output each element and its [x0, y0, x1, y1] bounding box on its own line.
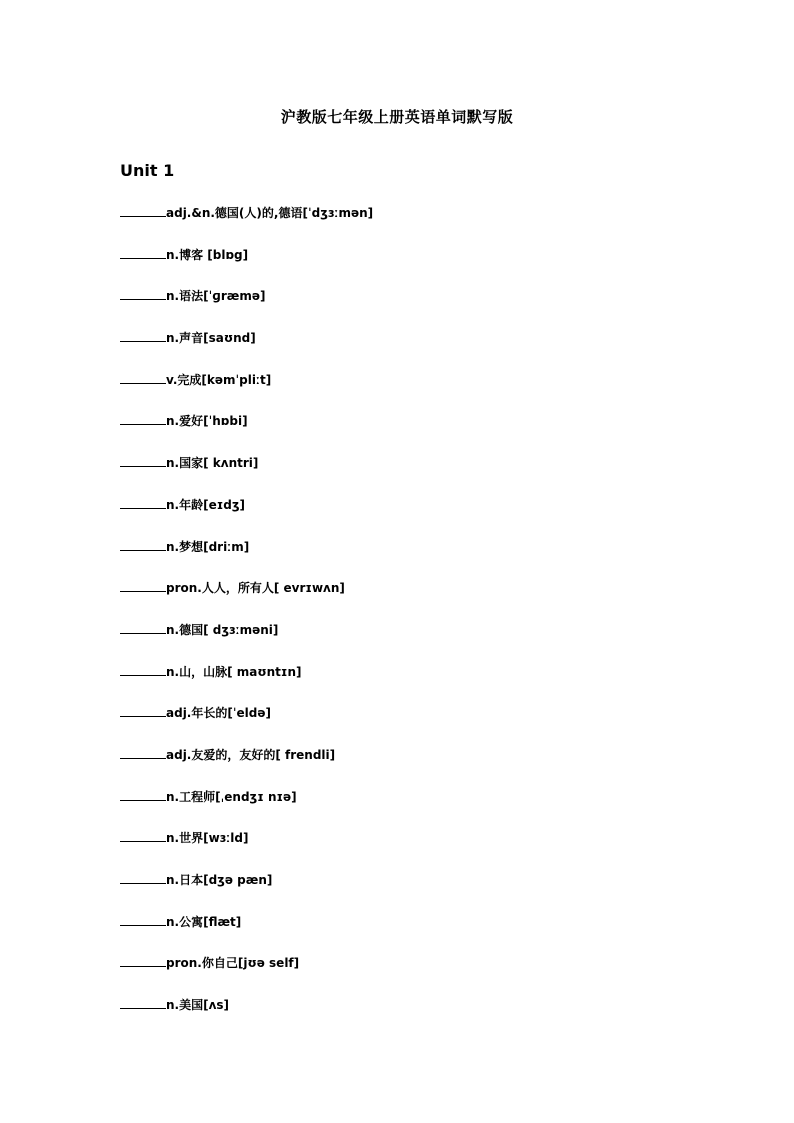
- vocab-item: [120, 704, 720, 746]
- answer-blank[interactable]: [120, 538, 166, 551]
- vocab-definition: n.山，山脉[ maʊntɪn]: [166, 664, 302, 679]
- vocab-definition: n.博客 [blɒg]: [166, 247, 249, 262]
- vocab-item: [120, 287, 720, 329]
- vocab-item: [120, 788, 720, 830]
- vocab-item: [120, 621, 720, 663]
- answer-blank[interactable]: [120, 663, 166, 676]
- vocab-definition: n.声音[saʊnd]: [166, 331, 256, 346]
- vocab-definition: adj.&n.德国(人)的,德语[ˈdʒɜːmən]: [166, 206, 374, 220]
- vocab-definition: n.工程师[ˌendʒɪ nɪə]: [166, 789, 297, 804]
- vocab-definition: n.年龄[eɪdʒ]: [166, 497, 246, 512]
- vocab-definition: adj.友爱的，友好的[ frendli]: [166, 747, 336, 762]
- vocab-item: [120, 538, 720, 580]
- vocab-item: [120, 579, 720, 621]
- vocab-item: [120, 204, 720, 246]
- answer-blank[interactable]: [120, 996, 166, 1009]
- vocab-definition: n.爱好[ˈhɒbi]: [166, 414, 248, 429]
- vocab-item: [120, 996, 720, 1038]
- vocab-definition: n.美国[ʌs]: [166, 998, 230, 1013]
- vocab-definition: n.公寓[flæt]: [166, 914, 242, 929]
- answer-blank[interactable]: [120, 579, 166, 592]
- answer-blank[interactable]: [120, 871, 166, 884]
- vocab-definition: n.国家[ kʌntri]: [166, 456, 259, 471]
- vocab-item: [120, 913, 720, 955]
- page-title: 沪教版七年级上册英语单词默写版: [280, 108, 514, 126]
- vocab-item: [120, 954, 720, 996]
- answer-blank[interactable]: [120, 746, 166, 759]
- vocab-item: [120, 663, 720, 705]
- answer-blank[interactable]: [120, 496, 166, 509]
- vocab-item: [120, 454, 720, 496]
- vocab-definition: n.日本[dʒə pæn]: [166, 873, 273, 887]
- unit-heading: Unit 1: [120, 161, 175, 180]
- vocab-item: [120, 412, 720, 454]
- vocab-item: [120, 371, 720, 413]
- answer-blank[interactable]: [120, 704, 166, 717]
- answer-blank[interactable]: [120, 454, 166, 467]
- answer-blank[interactable]: [120, 412, 166, 425]
- vocab-definition: n.世界[wɜːld]: [166, 831, 249, 846]
- answer-blank[interactable]: [120, 954, 166, 967]
- vocab-item: [120, 746, 720, 788]
- answer-blank[interactable]: [120, 246, 166, 259]
- answer-blank[interactable]: [120, 287, 166, 300]
- vocabulary-list: [120, 204, 720, 1038]
- vocab-item: [120, 246, 720, 288]
- answer-blank[interactable]: [120, 829, 166, 842]
- vocab-item: [120, 329, 720, 371]
- vocab-definition: v.完成[kəmˈpliːt]: [166, 372, 272, 387]
- answer-blank[interactable]: [120, 621, 166, 634]
- vocab-definition: adj.年长的[ˈeldə]: [166, 706, 271, 721]
- vocab-item: [120, 871, 720, 913]
- vocab-item: [120, 829, 720, 871]
- answer-blank[interactable]: [120, 371, 166, 384]
- vocab-item: [120, 496, 720, 538]
- answer-blank[interactable]: [120, 913, 166, 926]
- answer-blank[interactable]: [120, 788, 166, 801]
- vocab-definition: n.语法[ˈɡræmə]: [166, 289, 266, 304]
- answer-blank[interactable]: [120, 204, 166, 217]
- vocab-definition: pron.你自己[jʊə self]: [166, 956, 300, 971]
- vocab-definition: pron.人人，所有人[ evrɪwʌn]: [166, 581, 345, 596]
- vocab-definition: n.梦想[driːm]: [166, 539, 250, 554]
- answer-blank[interactable]: [120, 329, 166, 342]
- vocab-definition: n.德国[ dʒɜːməni]: [166, 622, 279, 637]
